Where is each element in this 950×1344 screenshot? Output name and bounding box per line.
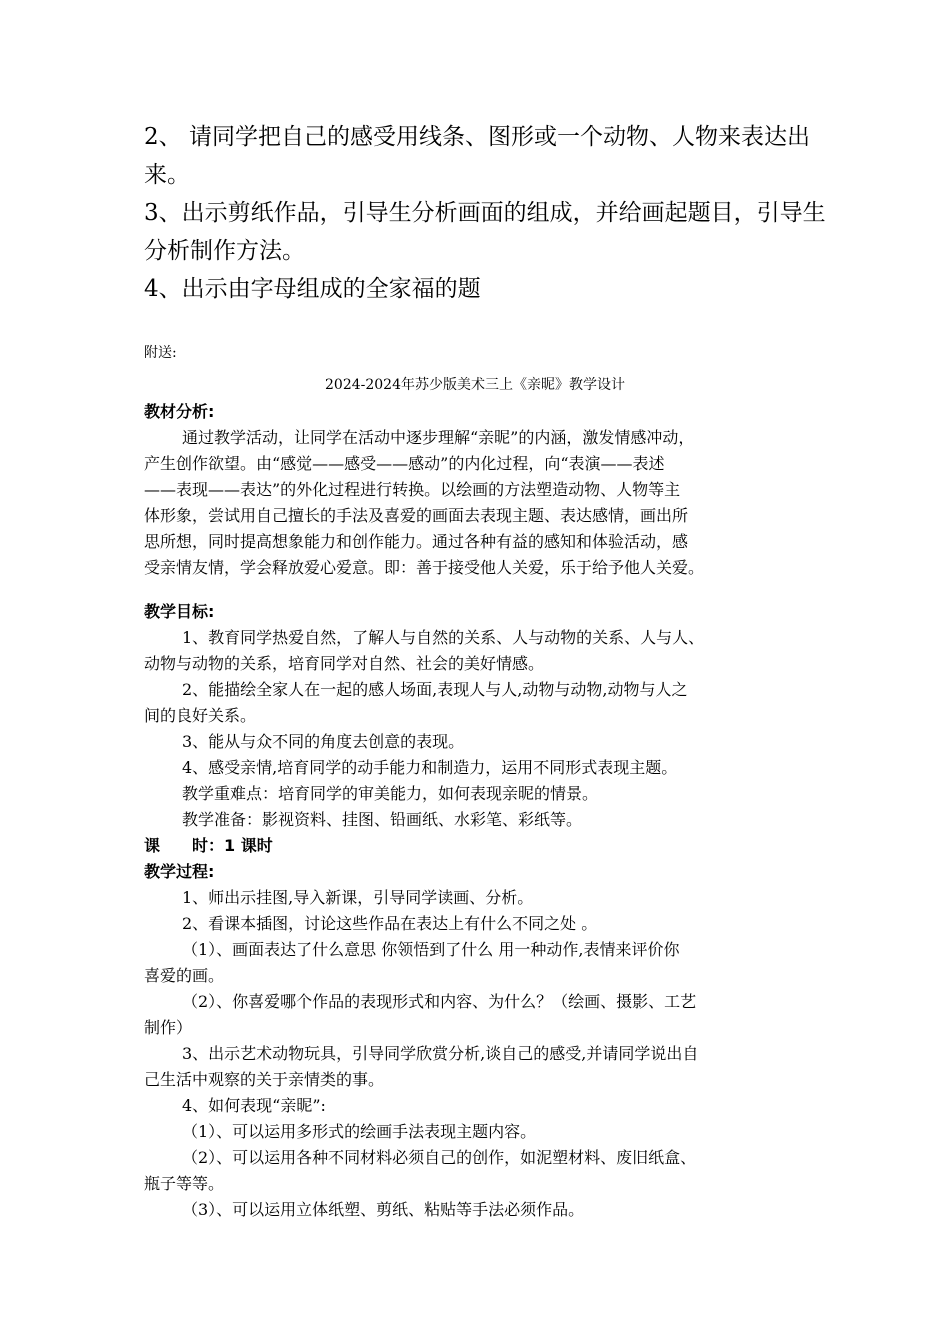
analysis-line: 体形象，尝试用自己擅长的手法及喜爱的画面去表现主题、表达感情，画出所 xyxy=(144,506,689,525)
analysis-line: ——表现——表达”的外化过程进行转换。以绘画的方法塑造动物、人物等主 xyxy=(144,480,681,499)
goals-line: 4、感受亲情,培育同学的动手能力和制造力，运用不同形式表现主题。 xyxy=(182,758,678,777)
top-line-5: 4、出示由字母组成的全家福的题 xyxy=(144,276,481,302)
goals-line: 教学重难点：培育同学的审美能力，如何表现亲昵的情景。 xyxy=(182,784,599,803)
goals-line: 间的良好关系。 xyxy=(144,706,257,725)
top-line-1: 2、 请同学把自己的感受用线条、图形或一个动物、人物来表达出 xyxy=(144,124,810,150)
process-line: （3）、可以运用立体纸塑、剪纸、粘贴等手法必须作品。 xyxy=(182,1200,585,1219)
process-line: 2、看课本插图，讨论这些作品在表达上有什么不同之处 。 xyxy=(182,914,598,933)
top-line-2: 来。 xyxy=(144,162,190,188)
process-line: 喜爱的画。 xyxy=(144,966,225,985)
process-line: 己生活中观察的关于亲情类的事。 xyxy=(144,1070,385,1089)
top-line-4: 分析制作方法。 xyxy=(144,238,305,264)
process-line: 1、师出示挂图,导入新课，引导同学读画、分析。 xyxy=(182,888,534,907)
process-line: （2）、你喜爱哪个作品的表现形式和内容、为什么？（绘画、摄影、工艺 xyxy=(182,992,697,1011)
document-title: 2024-2024年苏少版美术三上《亲昵》教学设计 xyxy=(325,377,625,393)
process-line: （2）、可以运用各种不同材料必须自己的创作，如泥塑材料、废旧纸盒、 xyxy=(182,1148,697,1167)
analysis-line: 思所想，同时提高想象能力和创作能力。通过各种有益的感知和体验活动，感 xyxy=(144,532,689,551)
process-line: （1）、画面表达了什么意思 你领悟到了什么 用一种动作,表情来评价你 xyxy=(182,940,680,959)
appendix-label: 附送: xyxy=(144,345,177,361)
goals-line: 2、能描绘全家人在一起的感人场面,表现人与人,动物与动物,动物与人之 xyxy=(182,680,688,699)
process-line: （1）、可以运用多形式的绘画手法表现主题内容。 xyxy=(182,1122,537,1141)
goals-heading: 教学目标: xyxy=(144,602,215,621)
process-line: 制作） xyxy=(144,1018,193,1037)
analysis-line: 通过教学活动，让同学在活动中逐步理解“亲昵”的内涵，激发情感冲动， xyxy=(182,428,695,447)
process-line: 4、如何表现“亲昵”: xyxy=(182,1096,326,1115)
goals-line: 动物与动物的关系，培育同学对自然、社会的美好情感。 xyxy=(144,654,545,673)
process-line: 3、出示艺术动物玩具，引导同学欣赏分析,谈自己的感受,并请同学说出自 xyxy=(182,1044,699,1063)
analysis-line: 受亲情友情，学会释放爱心爱意。即：善于接受他人关爱，乐于给予他人关爱。 xyxy=(144,558,705,577)
analysis-line: 产生创作欲望。由“感觉——感受——感动”的内化过程，向“表演——表述 xyxy=(144,454,665,473)
analysis-heading: 教材分析: xyxy=(144,402,215,421)
process-line: 瓶子等等。 xyxy=(144,1174,225,1193)
top-line-3: 3、出示剪纸作品，引导生分析画面的组成，并给画起题目，引导生 xyxy=(144,200,826,226)
goals-line: 1、教育同学热爱自然，了解人与自然的关系、人与动物的关系、人与人、 xyxy=(182,628,705,647)
process-heading: 教学过程: xyxy=(144,862,215,881)
goals-line: 3、能从与众不同的角度去创意的表现。 xyxy=(182,732,465,751)
lesson-time: 课 时：1 课时 xyxy=(144,836,273,855)
goals-line: 教学准备：影视资料、挂图、铅画纸、水彩笔、彩纸等。 xyxy=(182,810,583,829)
